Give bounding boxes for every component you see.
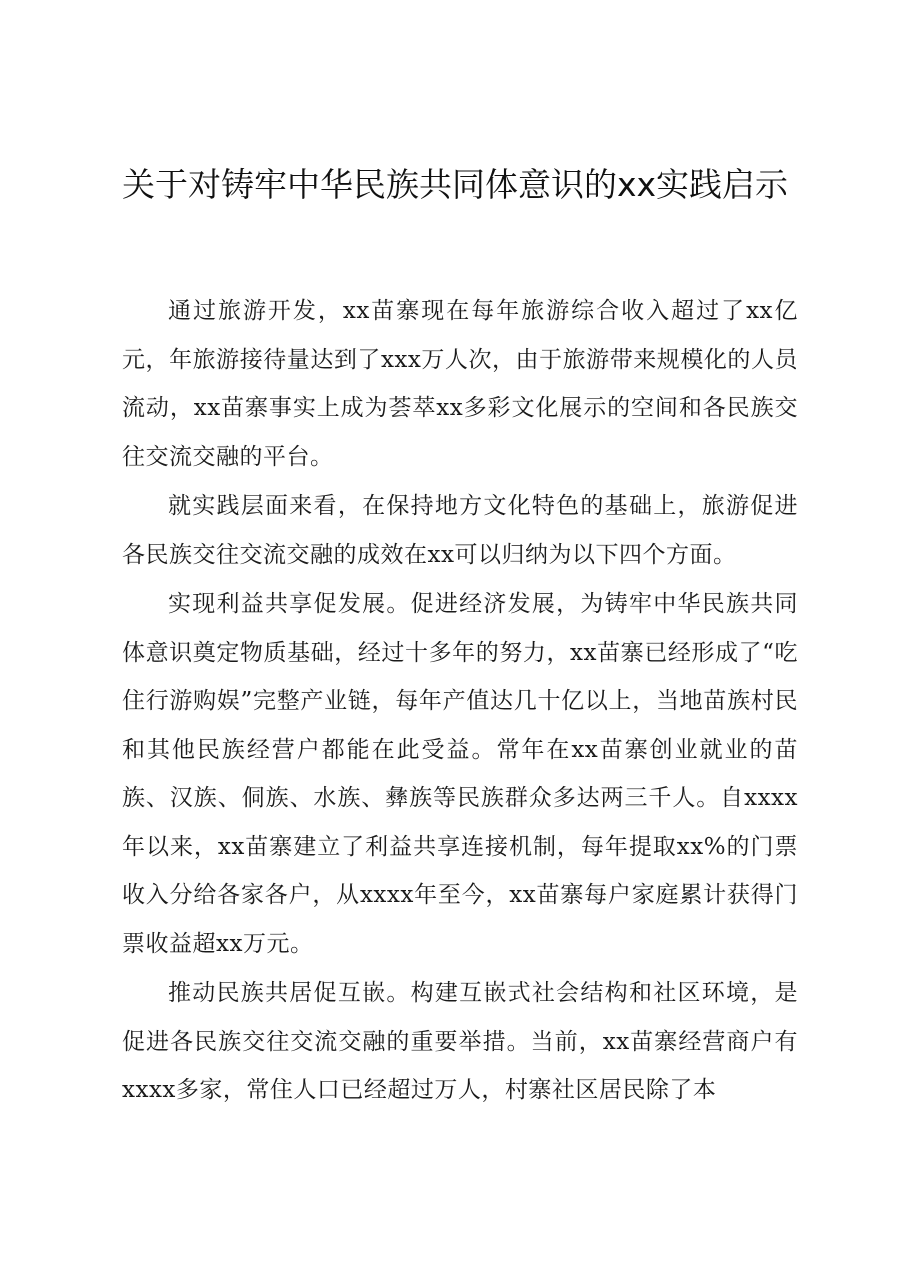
paragraph: 推动民族共居促互嵌。构建互嵌式社会结构和社区环境，是促进各民族交往交流交融的重要举措。当前，xx苗寨经营商户有xxxx多家，常住人口已经超过万人，村寨社区居民除了本: [122, 980, 798, 1103]
document-body: [122, 287, 798, 1116]
paragraph: 实现利益共享促发展。促进经济发展，为铸牢中华民族共同体意识奠定物质基础，经过十多年的努力，xx苗寨已经形成了“吃住行游购娱”完整产业链，每年产值达几十亿以上，当地苗族村民和其他民族经营户都能在此受益。常年在xx苗寨创业就业的苗族、汉族、侗族、水族、彝族等民族群众多达两三千人。自xxxx年以来，xx苗寨建立了利益共享连接机制，每年提取xx%的门票收入分给各家各户，从xxxx年至今，xx苗寨每户家庭累计获得门票收益超xx万元。: [122, 591, 798, 957]
document-title: 关于对铸牢中华民族共同体意识的xx实践启示: [121, 165, 789, 204]
paragraph: 通过旅游开发，xx苗寨现在每年旅游综合收入超过了xx亿元，年旅游接待量达到了xxx万人次，由于旅游带来规模化的人员流动，xx苗寨事实上成为荟萃xx多彩文化展示的空间和各民族交往交流交融的平台。: [122, 298, 798, 470]
paragraph: 就实践层面来看，在保持地方文化特色的基础上，旅游促进各民族交往交流交融的成效在xx可以归纳为以下四个方面。: [122, 493, 798, 568]
